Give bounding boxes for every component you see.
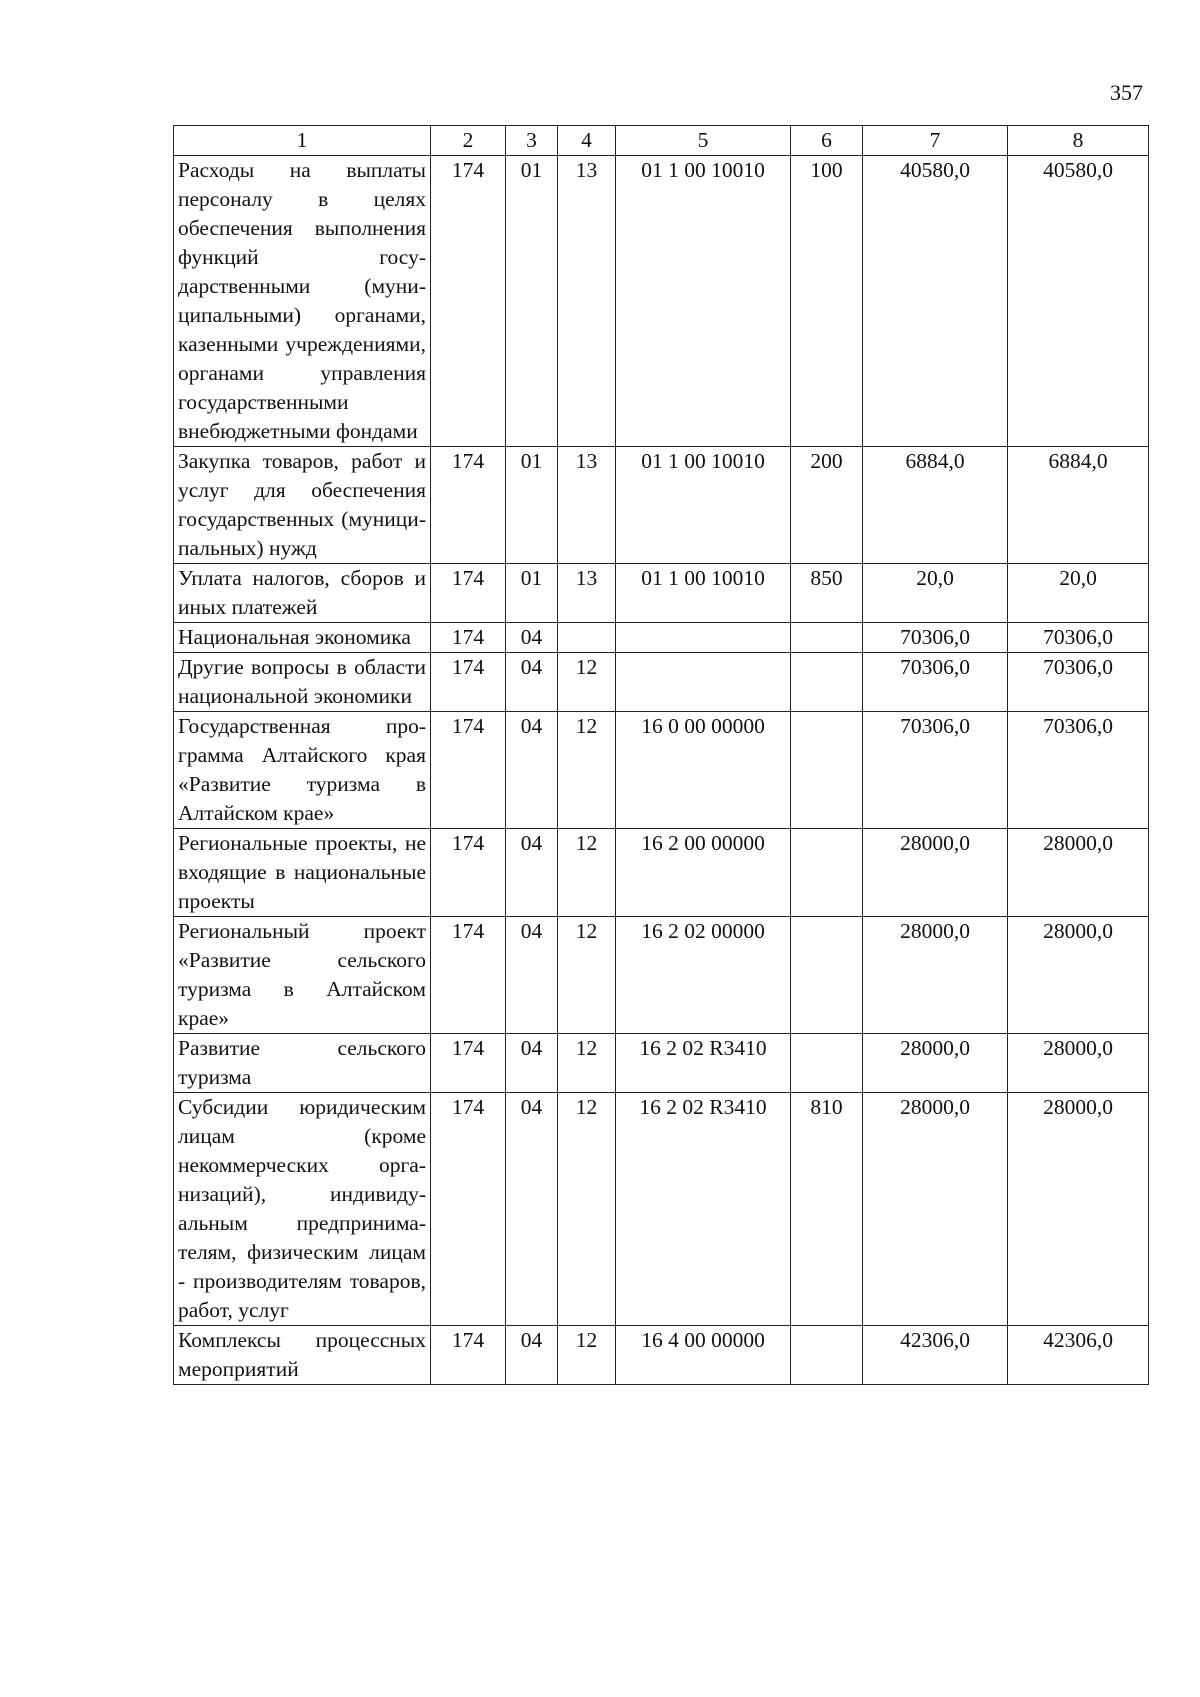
row-col-8: 40580,0 [1008, 156, 1149, 447]
table-row [174, 1326, 1149, 1385]
row-col-3: 04 [506, 1034, 558, 1093]
row-col-5 [616, 623, 791, 653]
row-col-4: 12 [558, 1093, 616, 1326]
row-col-8: 20,0 [1008, 564, 1149, 623]
row-name: Закупка товаров, работ и услуг для обеспечения государственных (муниципальных) нужд [174, 447, 431, 564]
row-col-7: 70306,0 [863, 623, 1008, 653]
row-col-7: 28000,0 [863, 1093, 1008, 1326]
table-body [174, 156, 1149, 1385]
row-col-6 [791, 1034, 863, 1093]
row-col-5: 01 1 00 10010 [616, 447, 791, 564]
page-number: 357 [1110, 80, 1143, 105]
row-col-4: 13 [558, 564, 616, 623]
row-name: Уплата налогов, сборов и иных платежей [174, 564, 431, 623]
row-col-2: 174 [431, 156, 506, 447]
row-col-6: 200 [791, 447, 863, 564]
table-row [174, 829, 1149, 917]
row-col-5: 16 2 00 00000 [616, 829, 791, 917]
row-col-3: 04 [506, 829, 558, 917]
row-col-6 [791, 623, 863, 653]
row-col-8: 28000,0 [1008, 917, 1149, 1034]
row-col-3: 01 [506, 156, 558, 447]
row-col-8: 70306,0 [1008, 623, 1149, 653]
row-name: Комплексы процессных мероприятий [174, 1326, 431, 1385]
row-col-3: 01 [506, 447, 558, 564]
row-col-5: 16 2 02 00000 [616, 917, 791, 1034]
row-col-7: 42306,0 [863, 1326, 1008, 1385]
row-col-4 [558, 623, 616, 653]
row-col-6 [791, 829, 863, 917]
row-col-7: 28000,0 [863, 1034, 1008, 1093]
row-col-2: 174 [431, 829, 506, 917]
row-name: Расходы на выплаты персоналу в целях обеспечения выполнения функций государственными (муниципальными) органами, казенными учреждениями, органами управления государственными внебюджетными фондами [174, 156, 431, 447]
table-row [174, 156, 1149, 447]
row-col-6: 100 [791, 156, 863, 447]
row-col-8: 6884,0 [1008, 447, 1149, 564]
table-header [174, 126, 1149, 156]
row-name: Другие вопросы в области национальной экономики [174, 653, 431, 712]
row-col-2: 174 [431, 1093, 506, 1326]
row-col-8: 28000,0 [1008, 829, 1149, 917]
row-col-3: 04 [506, 623, 558, 653]
row-col-4: 12 [558, 829, 616, 917]
row-col-2: 174 [431, 1326, 506, 1385]
row-col-4: 13 [558, 447, 616, 564]
header-cell-6: 6 [791, 126, 863, 156]
header-row [174, 126, 1149, 156]
row-col-6 [791, 1326, 863, 1385]
table-row [174, 712, 1149, 829]
row-name: Развитие сельского туризма [174, 1034, 431, 1093]
row-col-7: 70306,0 [863, 712, 1008, 829]
row-col-5: 16 2 02 R3410 [616, 1093, 791, 1326]
row-col-7: 40580,0 [863, 156, 1008, 447]
row-col-5 [616, 653, 791, 712]
budget-table [173, 125, 1149, 1385]
header-cell-8: 8 [1008, 126, 1149, 156]
header-cell-5: 5 [616, 126, 791, 156]
row-col-2: 174 [431, 1034, 506, 1093]
table-row [174, 564, 1149, 623]
row-col-2: 174 [431, 447, 506, 564]
table-row [174, 447, 1149, 564]
row-col-4: 12 [558, 1326, 616, 1385]
row-col-4: 12 [558, 653, 616, 712]
row-col-6 [791, 712, 863, 829]
header-cell-4: 4 [558, 126, 616, 156]
row-col-8: 70306,0 [1008, 712, 1149, 829]
row-col-2: 174 [431, 623, 506, 653]
row-name: Государственная программа Алтайского края «Развитие туризма в Алтайском крае» [174, 712, 431, 829]
row-col-6 [791, 653, 863, 712]
row-col-7: 28000,0 [863, 917, 1008, 1034]
row-col-5: 16 4 00 00000 [616, 1326, 791, 1385]
row-col-5: 16 0 00 00000 [616, 712, 791, 829]
row-name: Национальная экономика [174, 623, 431, 653]
table-row [174, 917, 1149, 1034]
row-col-6: 810 [791, 1093, 863, 1326]
row-col-3: 01 [506, 564, 558, 623]
row-col-3: 04 [506, 1326, 558, 1385]
row-col-3: 04 [506, 917, 558, 1034]
row-name: Региональный проект «Развитие сельского туризма в Алтайском крае» [174, 917, 431, 1034]
row-col-3: 04 [506, 712, 558, 829]
table-row [174, 1093, 1149, 1326]
row-col-6: 850 [791, 564, 863, 623]
table-row [174, 623, 1149, 653]
row-col-2: 174 [431, 653, 506, 712]
row-name: Региональные проекты, не входящие в национальные проекты [174, 829, 431, 917]
row-col-3: 04 [506, 1093, 558, 1326]
row-col-4: 12 [558, 1034, 616, 1093]
row-col-4: 12 [558, 917, 616, 1034]
row-col-8: 70306,0 [1008, 653, 1149, 712]
row-col-5: 16 2 02 R3410 [616, 1034, 791, 1093]
header-cell-1: 1 [174, 126, 431, 156]
header-cell-3: 3 [506, 126, 558, 156]
row-name: Субсидии юридическим лицам (кроме некоммерческих организаций), индивидуальным предпринимателям, физическим лицам - производителям товаров, работ, услуг [174, 1093, 431, 1326]
row-col-2: 174 [431, 917, 506, 1034]
row-col-7: 6884,0 [863, 447, 1008, 564]
header-cell-2: 2 [431, 126, 506, 156]
row-col-5: 01 1 00 10010 [616, 564, 791, 623]
row-col-7: 28000,0 [863, 829, 1008, 917]
row-col-4: 12 [558, 712, 616, 829]
row-col-8: 42306,0 [1008, 1326, 1149, 1385]
row-col-5: 01 1 00 10010 [616, 156, 791, 447]
row-col-7: 20,0 [863, 564, 1008, 623]
row-col-4: 13 [558, 156, 616, 447]
table-row [174, 653, 1149, 712]
table-row [174, 1034, 1149, 1093]
header-cell-7: 7 [863, 126, 1008, 156]
row-col-2: 174 [431, 712, 506, 829]
row-col-3: 04 [506, 653, 558, 712]
row-col-6 [791, 917, 863, 1034]
row-col-7: 70306,0 [863, 653, 1008, 712]
row-col-8: 28000,0 [1008, 1034, 1149, 1093]
row-col-8: 28000,0 [1008, 1093, 1149, 1326]
row-col-2: 174 [431, 564, 506, 623]
